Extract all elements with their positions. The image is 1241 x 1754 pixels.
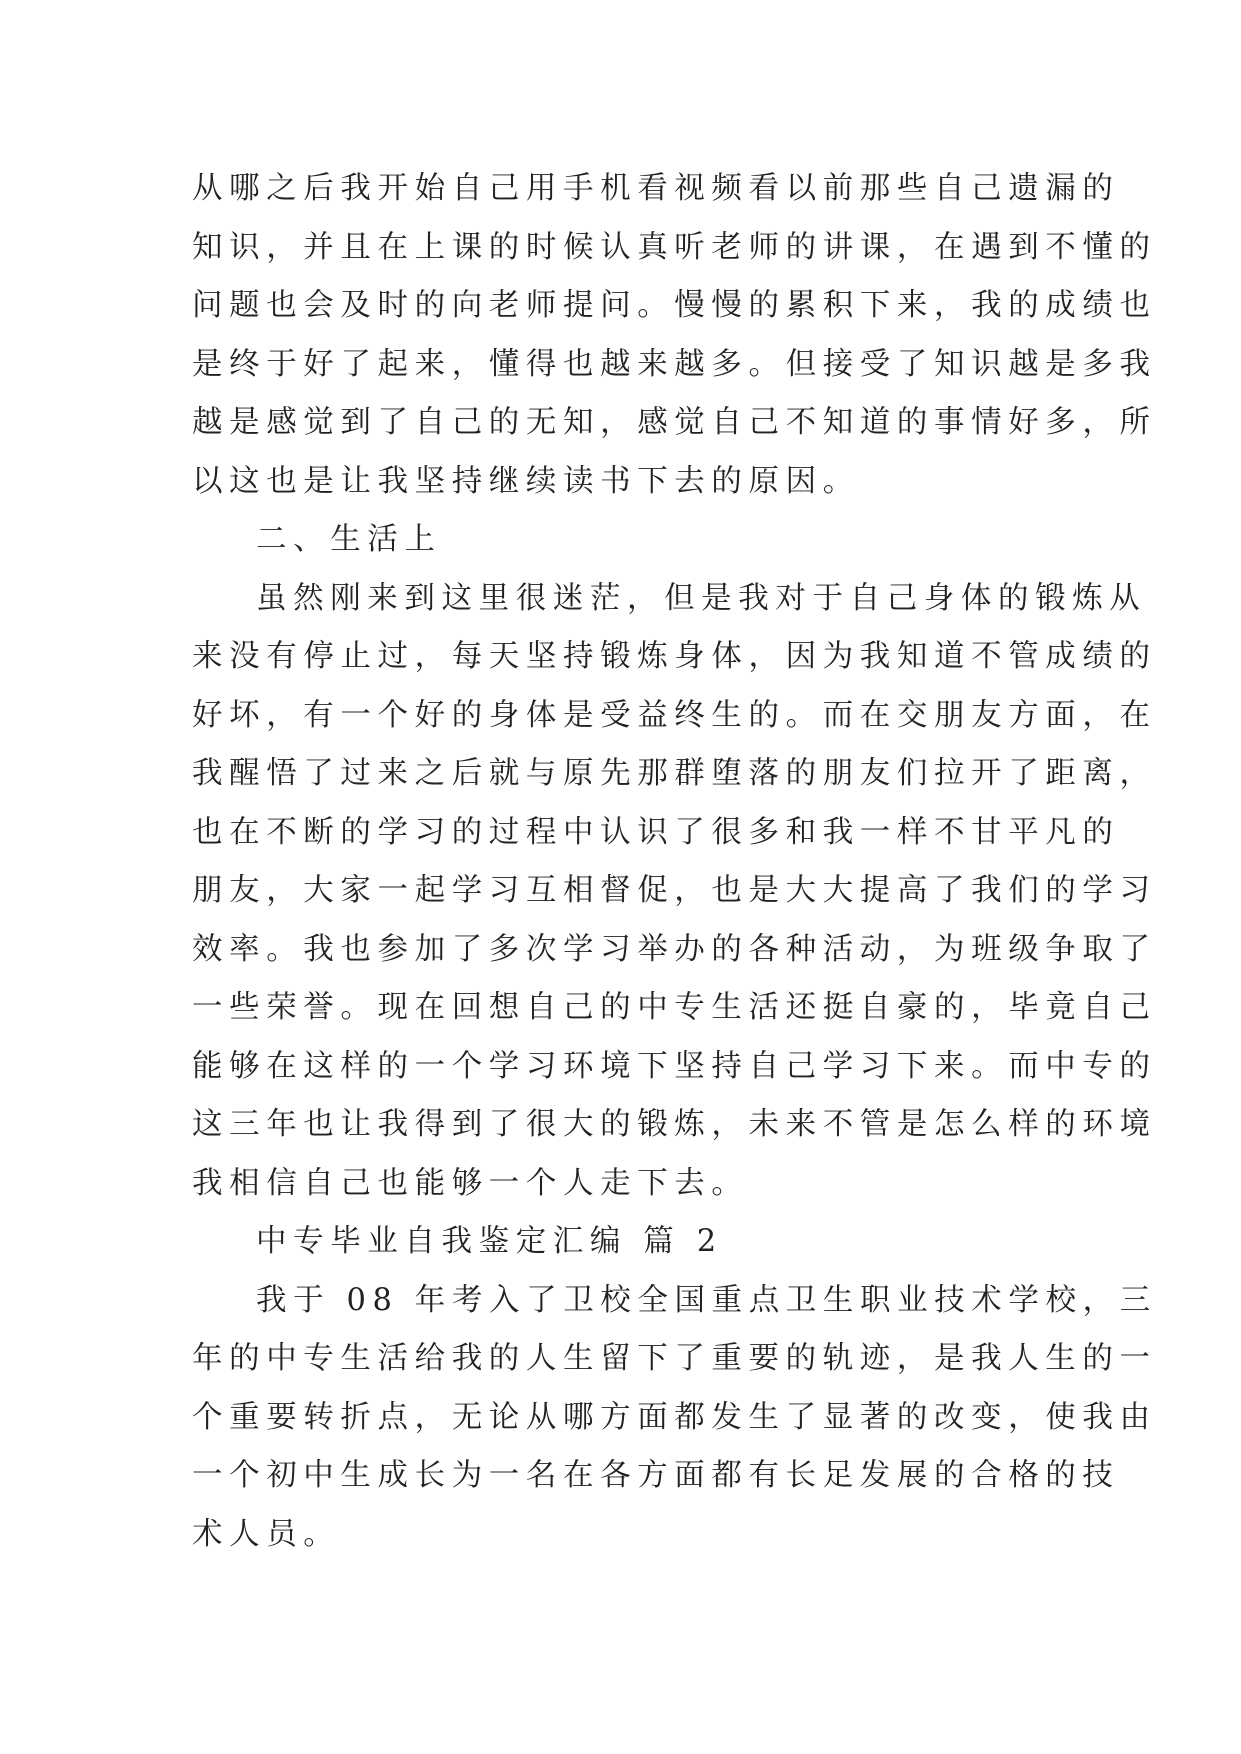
text-line: 朋友，大家一起学习互相督促，也是大大提高了我们的学习 — [192, 873, 1157, 908]
text-line: 知识，并且在上课的时候认真听老师的讲课，在遇到不懂的 — [192, 229, 1157, 265]
text-line: 也在不断的学习的过程中认识了很多和我一样不甘平凡的 — [192, 814, 1120, 850]
text-line: 这三年也让我得到了很大的锻炼，未来不管是怎么样的环境 — [192, 1107, 1157, 1142]
text-line: 问题也会及时的向老师提问。慢慢的累积下来，我的成绩也 — [192, 288, 1157, 323]
text-line: 效率。我也参加了多次学习举办的各种活动，为班级争取了 — [192, 931, 1157, 967]
section-heading: 二、生活上 — [256, 522, 442, 557]
paragraph-first-line: 我于 08 年考入了卫校全国重点卫生职业技术学校，三 — [256, 1282, 1157, 1318]
text-line: 我相信自己也能够一个人走下去。 — [192, 1165, 749, 1201]
article-title: 中专毕业自我鉴定汇编 篇 2 — [256, 1224, 723, 1259]
text-line: 一些荣誉。现在回想自己的中专生活还挺自豪的，毕竟自己 — [192, 990, 1157, 1025]
text-line: 个重要转折点，无论从哪方面都发生了显著的改变，使我由 — [192, 1399, 1157, 1435]
text-line: 好坏，有一个好的身体是受益终生的。而在交朋友方面，在 — [192, 697, 1157, 733]
text-line: 年的中专生活给我的人生留下了重要的轨迹，是我人生的一 — [192, 1341, 1157, 1376]
text-line: 一个初中生成长为一名在各方面都有长足发展的合格的技 — [192, 1458, 1120, 1493]
text-line: 以这也是让我坚持继续读书下去的原因。 — [192, 463, 860, 499]
text-line: 越是感觉到了自己的无知，感觉自己不知道的事情好多，所 — [192, 405, 1157, 440]
text-line: 从哪之后我开始自己用手机看视频看以前那些自己遗漏的 — [192, 171, 1120, 206]
text-line: 能够在这样的一个学习环境下坚持自己学习下来。而中专的 — [192, 1048, 1157, 1084]
text-line: 术人员。 — [192, 1516, 341, 1552]
text-line: 我醒悟了过来之后就与原先那群堕落的朋友们拉开了距离， — [192, 756, 1157, 791]
body-text — [192, 160, 1157, 1564]
text-line: 来没有停止过，每天坚持锻炼身体，因为我知道不管成绩的 — [192, 639, 1157, 674]
text-line: 是终于好了起来，懂得也越来越多。但接受了知识越是多我 — [192, 346, 1157, 382]
paragraph-first-line: 虽然刚来到这里很迷茫，但是我对于自己身体的锻炼从 — [256, 580, 1147, 616]
